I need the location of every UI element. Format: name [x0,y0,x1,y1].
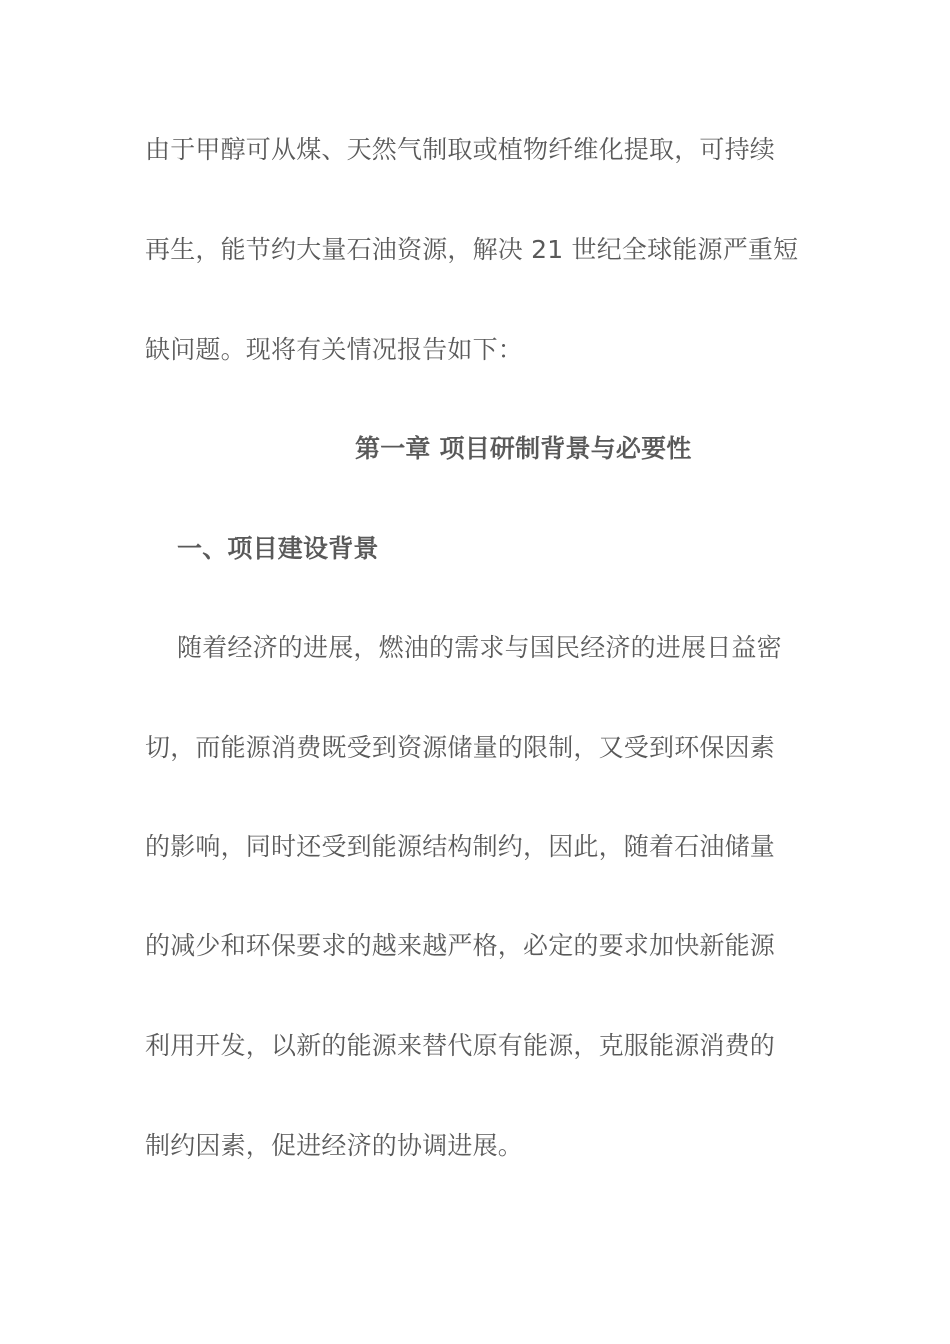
section-title: 一、项目建设背景 [177,534,379,563]
intro-line-1: 由于甲醇可从煤、天然气制取或植物纤维化提取，可持续 [145,135,776,164]
body-line-2: 切，而能源消费既受到资源储量的限制，又受到环保因素 [145,733,776,762]
body-line-4: 的减少和环保要求的越来越严格，必定的要求加快新能源 [145,931,776,960]
body-line-1: 随着经济的进展，燃油的需求与国民经济的进展日益密 [177,633,782,662]
chapter-title: 第一章 项目研制背景与必要性 [355,434,692,463]
intro-line-3: 缺问题。现将有关情况报告如下： [145,335,524,364]
body-line-6: 制约因素，促进经济的协调进展。 [145,1131,524,1160]
body-line-5: 利用开发，以新的能源来替代原有能源，克服能源消费的 [145,1031,776,1060]
intro-line-2: 再生，能节约大量石油资源，解决 21 世纪全球能源严重短 [145,235,799,264]
body-line-3: 的影响，同时还受到能源结构制约，因此，随着石油储量 [145,832,776,861]
